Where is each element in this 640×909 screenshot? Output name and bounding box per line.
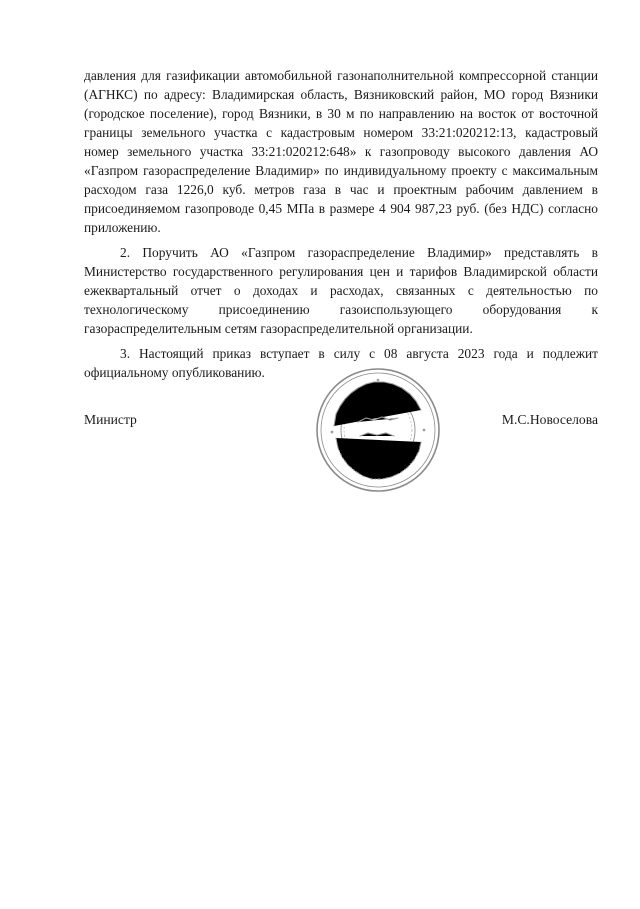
round-seal-stamp-icon <box>314 366 442 494</box>
paragraph-item-3: 3. Настоящий приказ вступает в силу с 08 августа 2023 года и подлежит официальному опубликованию. <box>84 346 598 380</box>
signatory-position: Министр <box>84 412 137 427</box>
document-body <box>84 66 598 382</box>
signatory-name: М.С.Новоселова <box>501 412 598 427</box>
paragraph-item-2: 2. Поручить АО «Газпром газораспределение Владимир» представлять в Министерство государственного регулирования цен и тарифов Владимирской области ежеквартальный отчет о доходах и расходах, связанных с деятельностью по технологическому присоединению газоиспользующего оборудования к газораспределительным сетям газораспределительной организации. <box>84 245 598 336</box>
paragraph-continuation: давления для газификации автомобильной газонаполнительной компрессорной станции (АГНКС) по адресу: Владимирская область, Вязниковский район, МО город Вязники (городское поселение), город Вязники, в 30 м по направлению на восток от восточной границы земельного участка с кадастровым номером 33:21:020212:13, кадастровый номер земельного участка 33:21:020212:648» к газопроводу высокого давления АО «Газпром газораспределение Владимир» по индивидуальному проекту с максимальным расходом газа 1226,0 куб. метров газа в час и проектным рабочим давлением в присоединяемом газопроводе 0,45 МПа в размере 4 904 987,23 руб. (без НДС) согласно приложению. <box>84 68 598 235</box>
